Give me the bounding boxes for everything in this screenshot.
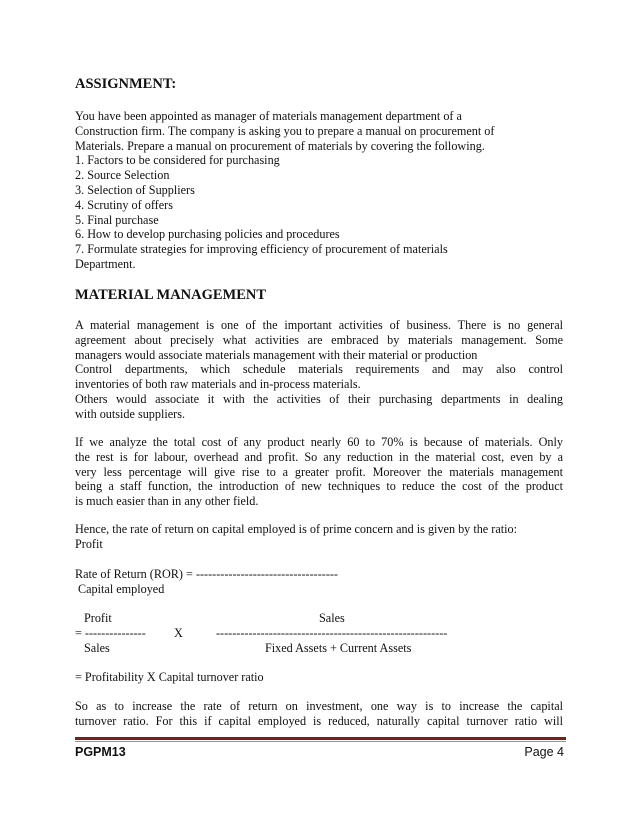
footer-divider bbox=[75, 737, 566, 740]
assignment-item: 5. Final purchase bbox=[75, 212, 159, 227]
paragraph-line: very less percentage will give rise to a greater profit. Moreover the materials management bbox=[75, 464, 563, 479]
assignment-item: 3. Selection of Suppliers bbox=[75, 182, 195, 197]
assignment-item: 7. Formulate strategies for improving efficiency of procurement of materials bbox=[75, 242, 448, 257]
footer-divider-accent bbox=[75, 741, 566, 742]
paragraph-line: managers would associate materials management with their material or production bbox=[75, 347, 478, 362]
paragraph-line: the rest is for labour, overhead and profit. So any reduction in the material cost, even by a bbox=[75, 449, 563, 464]
paragraph-line: Hence, the rate of return on capital employed is of prime concern and is given by the ratio: bbox=[75, 522, 517, 536]
assignment-line: Construction firm. The company is asking you to prepare a manual on procurement of bbox=[75, 123, 495, 138]
paragraph-1 bbox=[75, 318, 563, 422]
paragraph-line: So as to increase the rate of return on investment, one way is to increase the capital bbox=[75, 699, 563, 713]
paragraph-line: Control departments, which schedule materials requirements and may also control bbox=[75, 362, 563, 377]
material-management-heading: MATERIAL MANAGEMENT bbox=[75, 287, 267, 303]
paragraph-line: Others would associate it with the activities of their purchasing departments in dealing bbox=[75, 391, 563, 406]
paragraph-line: being a staff function, the introduction of new techniques to reduce the cost of the product bbox=[75, 479, 563, 494]
paragraph-2 bbox=[75, 435, 563, 509]
paragraph-line: A material management is one of the important activities of business. There is no general bbox=[75, 318, 563, 332]
paragraph-line: If we analyze the total cost of any product nearly 60 to 70% is because of materials. Only bbox=[75, 435, 563, 449]
assignment-heading: ASSIGNMENT: bbox=[75, 76, 177, 92]
formula-equals-dashes: = --------------- bbox=[75, 626, 146, 640]
paragraph-line: inventories of both raw materials and in-process materials. bbox=[75, 377, 361, 392]
assignment-line: Materials. Prepare a manual on procurement of materials by covering the following. bbox=[75, 138, 485, 153]
paragraph-line: is much easier than in any other field. bbox=[75, 494, 259, 509]
footer-page-number: Page 4 bbox=[524, 745, 564, 759]
formula-fraction-line: --------------------------------------------------------- bbox=[216, 626, 448, 640]
formula-result: = Profitability X Capital turnover ratio bbox=[75, 670, 264, 684]
assignment-item: 1. Factors to be considered for purchasing bbox=[75, 153, 280, 168]
assignment-line: You have been appointed as manager of materials management department of a bbox=[75, 109, 462, 123]
assignment-item: 4. Scrutiny of offers bbox=[75, 197, 173, 212]
paragraph-4 bbox=[75, 699, 563, 729]
footer-course-code: PGPM13 bbox=[75, 745, 126, 759]
formula-numerator-profit: Profit bbox=[84, 611, 112, 625]
assignment-item: 6. How to develop purchasing policies and procedures bbox=[75, 227, 340, 242]
formula-times: X bbox=[174, 626, 183, 640]
assignment-line: Department. bbox=[75, 256, 136, 271]
formula-denominator-assets: Fixed Assets + Current Assets bbox=[265, 641, 412, 655]
assignment-body bbox=[75, 109, 563, 272]
paragraph-line: turnover ratio. For this if capital employed is reduced, naturally capital turnover ratio will bbox=[75, 713, 563, 728]
paragraph-3 bbox=[75, 522, 563, 552]
ror-formula: Rate of Return (ROR) = ----------------------------------- bbox=[75, 567, 338, 581]
paragraph-line: agreement about precisely what activities are embraced by materials management. Some bbox=[75, 332, 563, 347]
assignment-item: 2. Source Selection bbox=[75, 168, 170, 183]
ratio-numerator: Profit bbox=[75, 536, 103, 551]
paragraph-line: with outside suppliers. bbox=[75, 406, 186, 421]
ror-denominator: Capital employed bbox=[78, 582, 165, 596]
formula-numerator-sales: Sales bbox=[319, 611, 345, 625]
formula-denominator-sales: Sales bbox=[84, 641, 110, 655]
